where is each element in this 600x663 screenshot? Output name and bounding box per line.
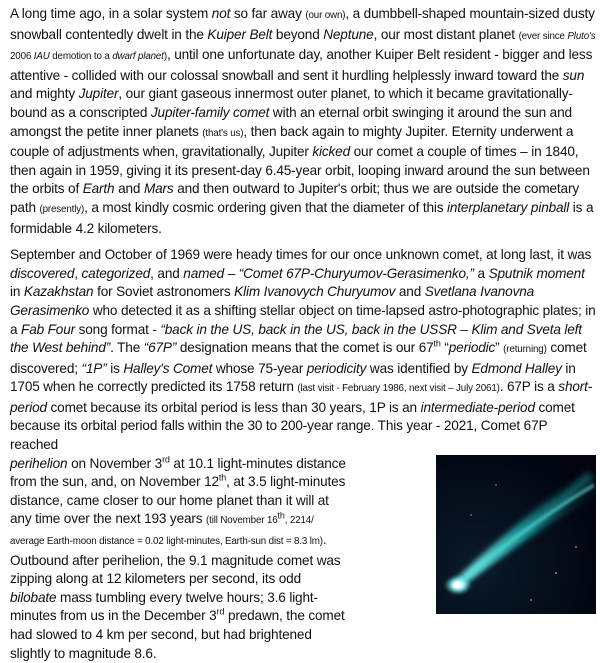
paragraph-perihelion: perihelion on November 3rd at 10.1 light-minutes distance from the sun, and, on November 12th, at 3.5 light-minutes distance, came closer to our home planet than it will at any time over the next 193 years (till November 16th, 2214/ average Earth-moon distance = 0.02 light-minutes, Earth-sun dist = 8.3 lm). Outbound after perihelion, the 9.1 magnitude comet was zipping along at 12 kilometers per second, its odd bilobate mass tumbling every twelve hours; 3.6 light-minutes from us in the December 3rd predawn, the comet had slowed to 4 km per second, but had brightened slightly to magnitude 8.6. <box>10 454 346 661</box>
paragraph-orbit-history: A long time ago, in a solar system not so far away (our own), a dumbbell-shaped mountain-sized dusty snowball contentedly dwelt in the Kuiper Belt beyond Neptune, our most distant planet (ever since Pluto's 2006 IAU demotion to a dwarf planet), until one unfortunate day, another Kuiper Belt resident - bigger and less attentive - collided with our colossal snowball and sent it hurdling helplessly inward toward the sun and mighty Jupiter, our giant gaseous innermost outer planet, to which it became gravitationally-bound as a conscripted Jupiter-family comet with an eternal orbit swinging it around the sun and amongst the petite inner planets (that's us), then back again to mighty Jupiter. Eternity underwent a couple of adjustments when, gravitationally, Jupiter kicked our comet a couple of times – in 1840, then again in 1959, giving it its present-day 6.45-year orbit, looping inward around the sun between the orbits of Earth and Mars and then outward to Jupiter's orbit; thus we are outside the cometary path (presently), a most kindly cosmic ordering given that the diameter of this interplanetary pinball is a formidable 4.2 kilometers. <box>10 6 596 236</box>
article <box>10 5 596 663</box>
comet-photo <box>436 455 596 614</box>
comet-image <box>436 455 596 614</box>
perihelion-section <box>10 455 596 663</box>
paragraph-discovery: September and October of 1969 were heady times for our once unknown comet, at long last, it was discovered, categorized, and named – “Comet 67P-Churyumov-Gerasimenko,” a Sputnik moment in Kazakhstan for Soviet astronomers Klim Ivanovych Churyumov and Svetlana Ivanovna Gerasimenko who detected it as a shifting stellar object on time-lapsed astro-photographic plates; in a Fab Four song format - “back in the US, back in the US, back in the USSR – Klim and Sveta left the West behind”. The “67P” designation means that the comet is our 67th “periodic” (returning) comet discovered; “1P” is Halley's Comet whose 75-year periodicity was identified by Edmond Halley in 1705 when he correctly predicted its 1758 return (last visit - February 1986, next visit – July 2061). 67P is a short-period comet because its orbital period is less than 30 years, 1P is an intermediate-period comet because its orbital period falls within the 30 to 200-year range. This year - 2021, Comet 67P reached <box>10 247 596 453</box>
